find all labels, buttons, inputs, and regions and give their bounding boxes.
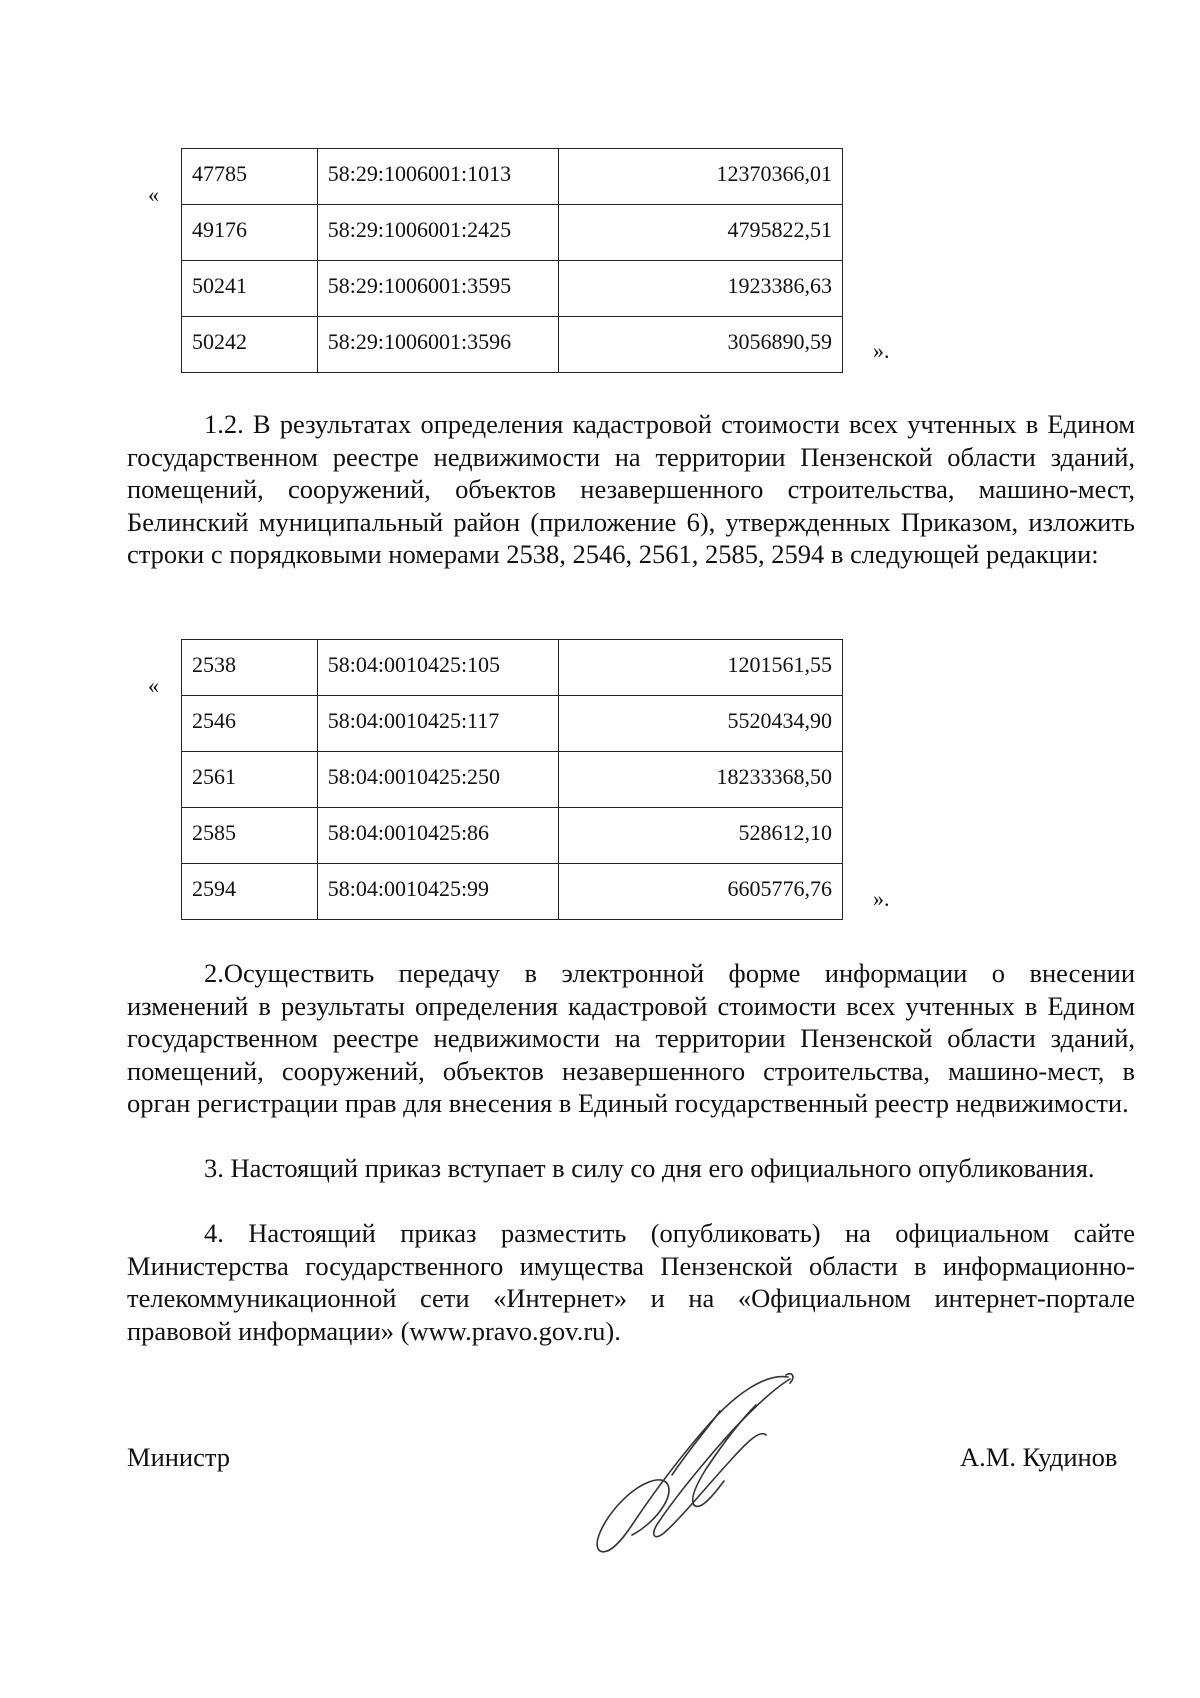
table2-close-quote: ».: [873, 886, 890, 911]
table-row: [182, 640, 843, 696]
row-number: 50242: [182, 317, 318, 373]
row-number: 2546: [182, 696, 318, 752]
cadastral-value: 3056890,59: [558, 317, 842, 373]
table-row: [182, 149, 843, 205]
cadastral-value: 528612,10: [558, 808, 842, 864]
cadastral-number: 58:04:0010425:117: [317, 696, 558, 752]
cadastral-value: 4795822,51: [558, 205, 842, 261]
cadastral-number: 58:29:1006001:3595: [317, 261, 558, 317]
row-number: 50241: [182, 261, 318, 317]
table-row: [182, 205, 843, 261]
cadastral-value: 18233368,50: [558, 752, 842, 808]
cadastral-value: 5520434,90: [558, 696, 842, 752]
row-number: 49176: [182, 205, 318, 261]
cadastral-value: 1201561,55: [558, 640, 842, 696]
row-number: 2538: [182, 640, 318, 696]
table2-open-quote: «: [148, 673, 159, 698]
cadastral-number: 58:04:0010425:99: [317, 864, 558, 920]
handwritten-signature: [560, 1365, 800, 1565]
row-number: 2585: [182, 808, 318, 864]
table-row: [182, 317, 843, 373]
cadastral-value: 12370366,01: [558, 149, 842, 205]
table-row: [182, 752, 843, 808]
signatory-name: А.М. Кудинов: [960, 1442, 1118, 1472]
cadastral-value: 1923386,63: [558, 261, 842, 317]
signatory-position: Министр: [127, 1442, 231, 1472]
table-row: [182, 696, 843, 752]
cadastral-number: 58:04:0010425:86: [317, 808, 558, 864]
cadastral-number: 58:04:0010425:250: [317, 752, 558, 808]
paragraph-1-2: 1.2. В результатах определения кадастровой стоимости всех учтенных в Едином государственном реестре недвижимости на территории Пензенской области зданий, помещений, сооружений, объектов незавершенного строительства, машино-мест, Белинский муниципальный район (приложение 6), утвержденных Приказом, изложить строки с порядковыми номерами 2538, 2546, 2561, 2585, 2594 в следующей редакции:: [127, 409, 1135, 569]
paragraph-4: 4. Настоящий приказ разместить (опубликовать) на официальном сайте Министерства государственного имущества Пензенской области в информационно-телекоммуникационной сети «Интернет» и на «Официальном интернет-портале правовой информации» (www.pravo.gov.ru).: [127, 1218, 1135, 1346]
cadastral-table-1: [181, 148, 843, 373]
row-number: 2561: [182, 752, 318, 808]
cadastral-number: 58:29:1006001:1013: [317, 149, 558, 205]
cadastral-number: 58:29:1006001:3596: [317, 317, 558, 373]
paragraph-2: 2.Осуществить передачу в электронной форме информации о внесении изменений в результаты определения кадастровой стоимости всех учтенных в Едином государственном реестре недвижимости на территории Пензенской области зданий, помещений, сооружений, объектов незавершенного строительства, машино-мест, в орган регистрации прав для внесения в Единый государственный реестр недвижимости.: [127, 958, 1135, 1118]
table1-close-quote: ».: [873, 338, 890, 363]
table-row: [182, 808, 843, 864]
paragraph-3: 3. Настоящий приказ вступает в силу со дня его официального опубликования.: [204, 1153, 1095, 1183]
cadastral-number: 58:04:0010425:105: [317, 640, 558, 696]
row-number: 47785: [182, 149, 318, 205]
row-number: 2594: [182, 864, 318, 920]
cadastral-table-2: [181, 639, 843, 920]
table1-open-quote: «: [148, 182, 159, 207]
table-row: [182, 261, 843, 317]
table-row: [182, 864, 843, 920]
cadastral-value: 6605776,76: [558, 864, 842, 920]
cadastral-number: 58:29:1006001:2425: [317, 205, 558, 261]
